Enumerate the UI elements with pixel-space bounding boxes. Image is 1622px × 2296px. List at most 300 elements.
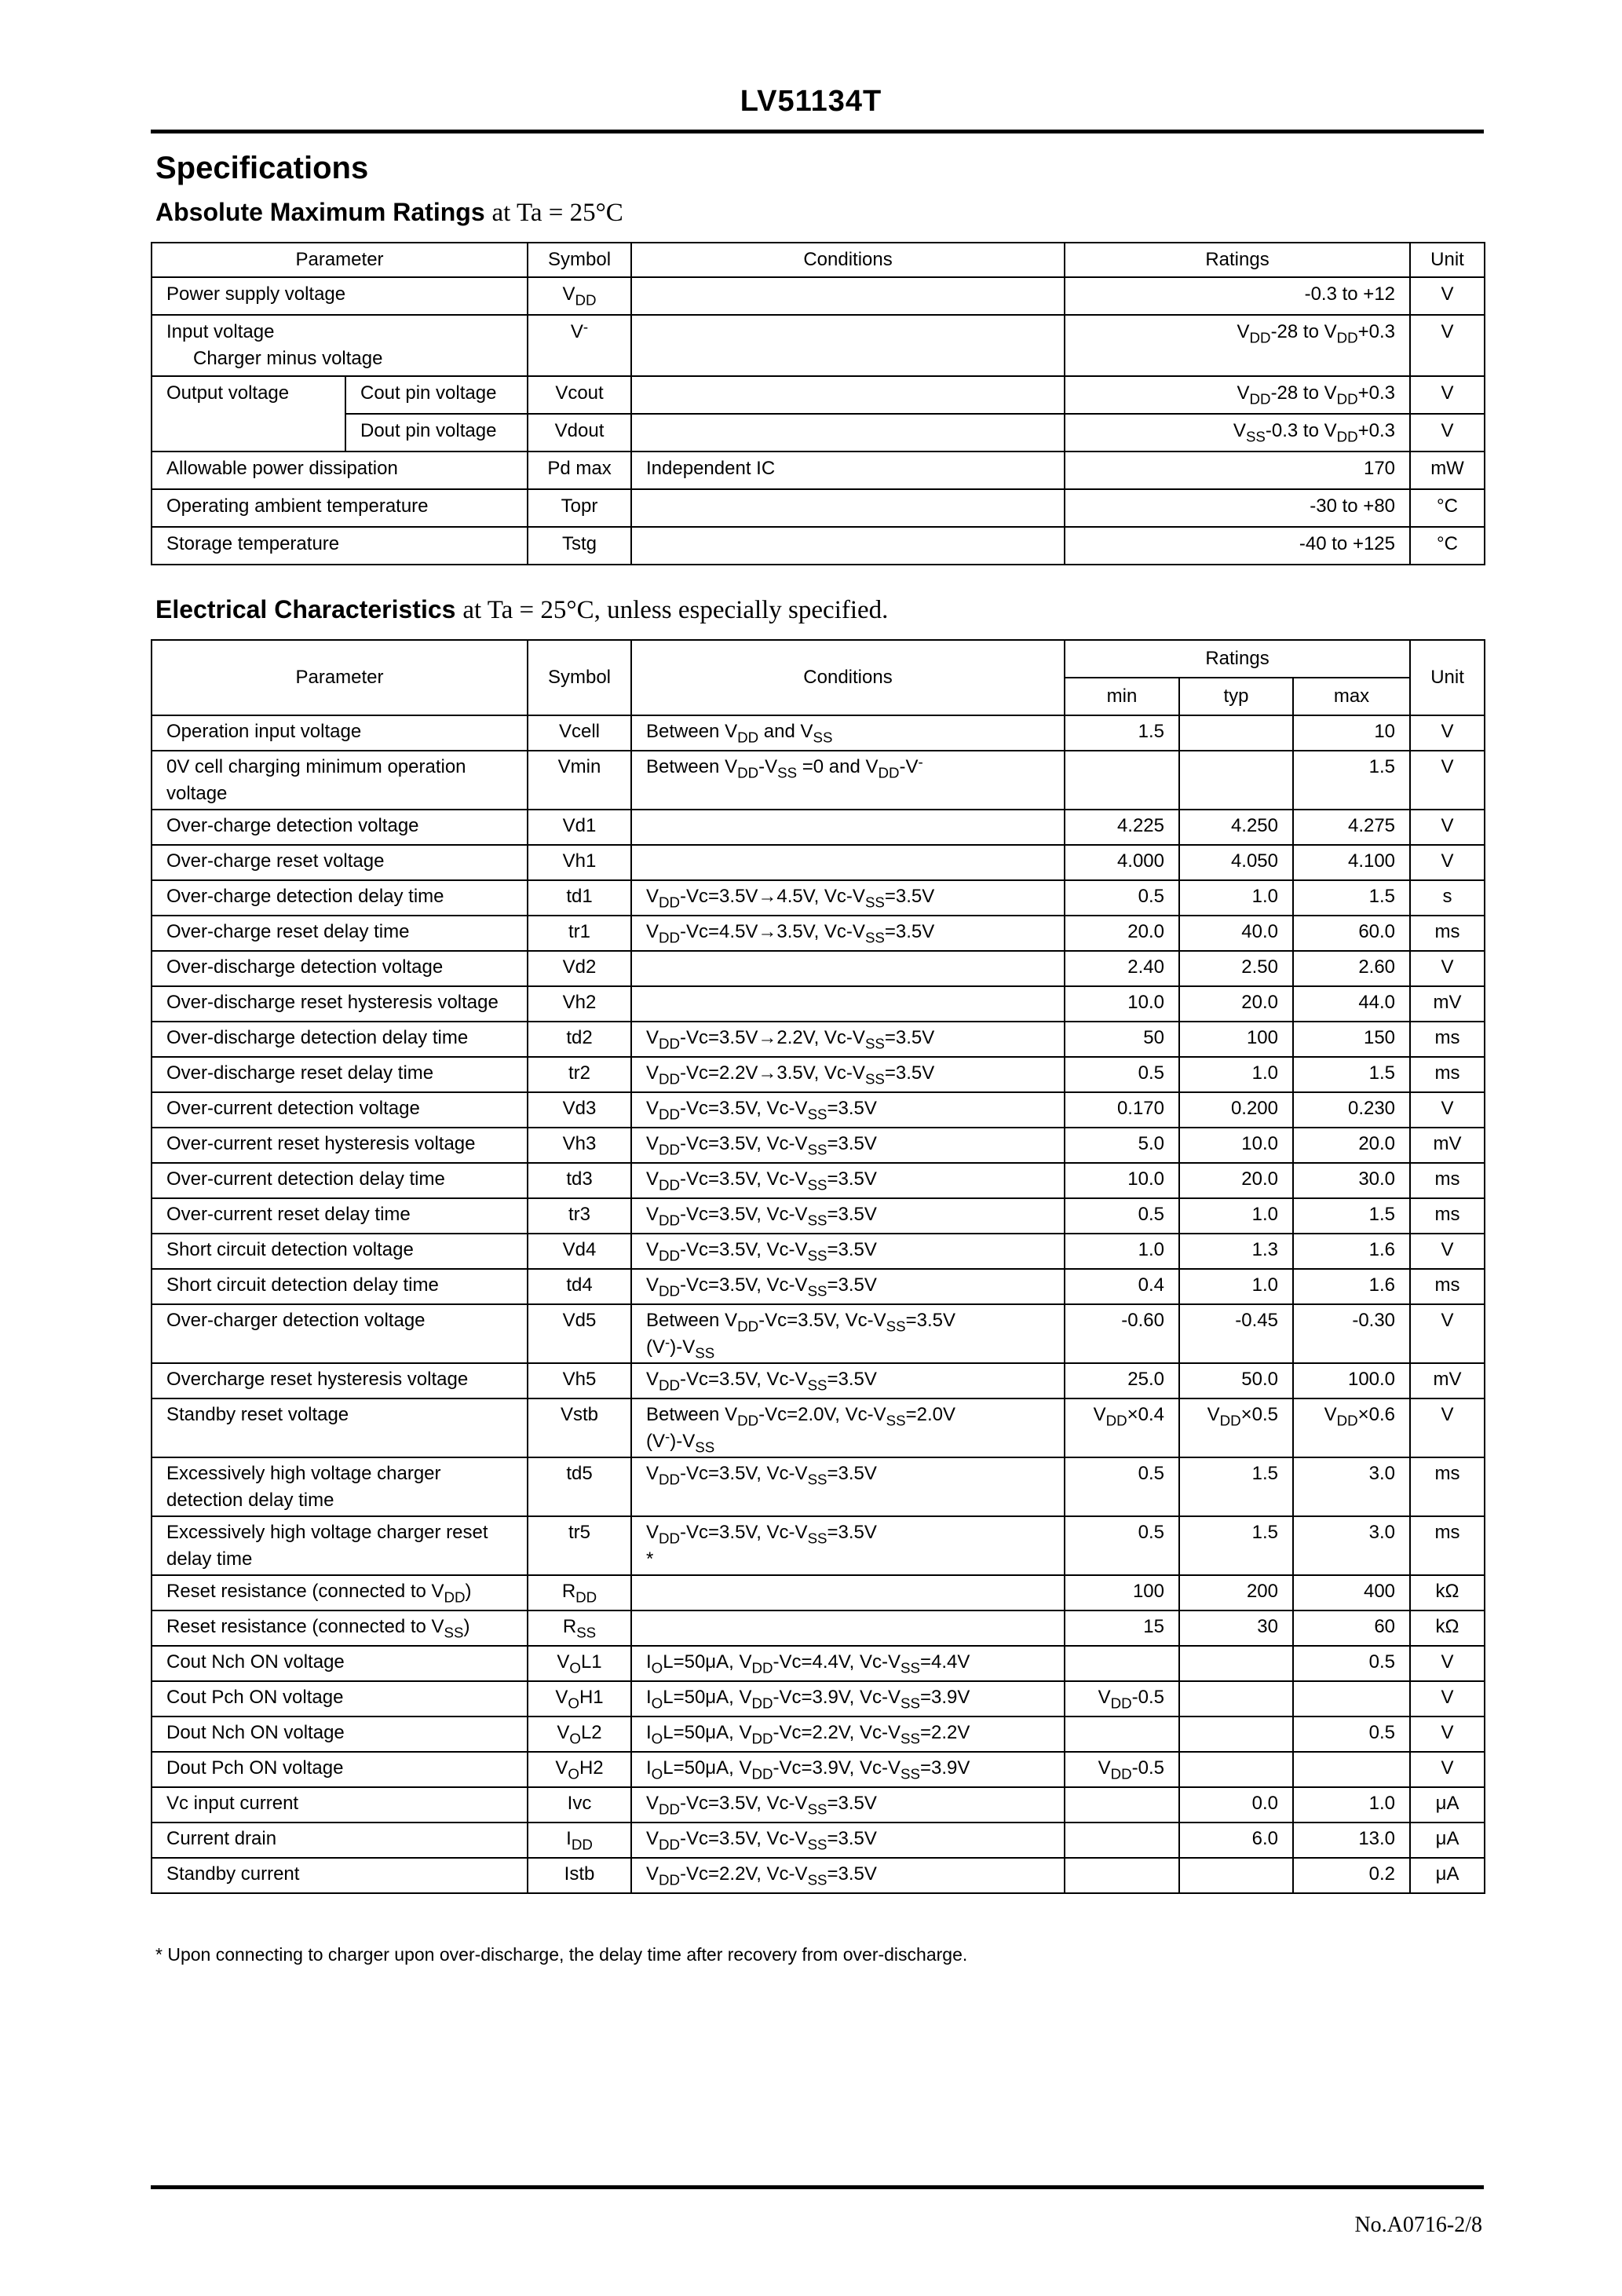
unit-cell: ms: [1410, 1057, 1485, 1092]
min-cell: 0.5: [1065, 1457, 1179, 1516]
conditions-cell: Between $V_{DD}-Vc=3.5V$, $Vc-V_{SS}=3.5V$ $(V^-)-V_{SS}$: [631, 1304, 1065, 1363]
min-cell: 4.000: [1065, 845, 1179, 880]
param-cell: Allowable power dissipation: [152, 452, 528, 489]
unit-cell: V: [1410, 277, 1485, 315]
conditions-cell: $I_OL=50\mu A$, $V_{DD}-Vc=2.2V$, $Vc-V_{SS}=2.2V$: [631, 1717, 1065, 1752]
unit-cell: ms: [1410, 1516, 1485, 1575]
elec-heading: [155, 595, 888, 625]
symbol-cell: $V_OH1$: [528, 1681, 631, 1717]
symbol-cell: Vd2: [528, 951, 631, 986]
param-cell: Power supply voltage: [152, 277, 528, 315]
typ-cell: 10.0: [1179, 1128, 1293, 1163]
unit-cell: mV: [1410, 986, 1485, 1022]
conditions-cell: [631, 810, 1065, 845]
unit-cell: ms: [1410, 1198, 1485, 1234]
min-cell: 0.5: [1065, 1057, 1179, 1092]
header-symbol: Symbol: [528, 640, 631, 715]
header-ratings: Ratings: [1065, 243, 1410, 277]
max-cell: 0.5: [1293, 1646, 1410, 1681]
symbol-cell: Vd3: [528, 1092, 631, 1128]
param-cell: Reset resistance (connected to $V_{SS}$): [152, 1610, 528, 1646]
electrical-characteristics-table: [151, 639, 1485, 1894]
unit-cell: V: [1410, 845, 1485, 880]
typ-cell: [1179, 715, 1293, 751]
param-cell: Excessively high voltage charger detection delay time: [152, 1457, 528, 1516]
table-row: [152, 845, 1485, 880]
unit-cell: V: [1410, 951, 1485, 986]
param-cell: Cout Pch ON voltage: [152, 1681, 528, 1717]
conditions-cell: [631, 376, 1065, 414]
table-header-row: [152, 640, 1485, 678]
symbol-cell: Ivc: [528, 1787, 631, 1823]
unit-cell: ms: [1410, 916, 1485, 951]
unit-cell: V: [1410, 1304, 1485, 1363]
unit-cell: V: [1410, 1752, 1485, 1787]
min-cell: 2.40: [1065, 951, 1179, 986]
symbol-cell: Vh1: [528, 845, 631, 880]
unit-cell: V: [1410, 1398, 1485, 1457]
rating-cell: $V_{DD}-28$ to $V_{DD}+0.3$: [1065, 315, 1410, 376]
conditions-cell: [631, 1610, 1065, 1646]
min-cell: [1065, 1787, 1179, 1823]
table-row: [152, 1128, 1485, 1163]
typ-cell: 0.200: [1179, 1092, 1293, 1128]
typ-cell: [1179, 751, 1293, 810]
elec-table-body: [152, 715, 1485, 1893]
conditions-cell: $V_{DD}-Vc=4.5V\to 3.5V$, $Vc-V_{SS}=3.5V$: [631, 916, 1065, 951]
table-row: [152, 1234, 1485, 1269]
rating-cell: $V_{DD}-28$ to $V_{DD}+0.3$: [1065, 376, 1410, 414]
conditions-cell: $V_{DD}-Vc=3.5V$, $Vc-V_{SS}=3.5V$: [631, 1198, 1065, 1234]
typ-cell: [1179, 1681, 1293, 1717]
unit-cell: ms: [1410, 1457, 1485, 1516]
typ-cell: 20.0: [1179, 986, 1293, 1022]
conditions-cell: $V_{DD}-Vc=3.5V\to 2.2V$, $Vc-V_{SS}=3.5V$: [631, 1022, 1065, 1057]
typ-cell: 4.250: [1179, 810, 1293, 845]
max-cell: [1293, 1752, 1410, 1787]
typ-cell: 1.0: [1179, 1057, 1293, 1092]
typ-cell: [1179, 1717, 1293, 1752]
unit-cell: mV: [1410, 1128, 1485, 1163]
header-max: max: [1293, 678, 1410, 715]
min-cell: 10.0: [1065, 1163, 1179, 1198]
unit-cell: °C: [1410, 527, 1485, 565]
table-row: [152, 1092, 1485, 1128]
typ-cell: 4.050: [1179, 845, 1293, 880]
max-cell: 150: [1293, 1022, 1410, 1057]
table-row: [152, 414, 1485, 452]
max-cell: 1.5: [1293, 1198, 1410, 1234]
symbol-cell: tr1: [528, 916, 631, 951]
header-conditions: Conditions: [631, 640, 1065, 715]
min-cell: 1.5: [1065, 715, 1179, 751]
typ-cell: 6.0: [1179, 1823, 1293, 1858]
max-cell: 1.5: [1293, 751, 1410, 810]
param-cell: Over-current reset delay time: [152, 1198, 528, 1234]
max-cell: 13.0: [1293, 1823, 1410, 1858]
param-cell: Short circuit detection delay time: [152, 1269, 528, 1304]
unit-cell: V: [1410, 810, 1485, 845]
symbol-cell: Pd max: [528, 452, 631, 489]
symbol-cell: Vd1: [528, 810, 631, 845]
conditions-cell: $I_OL=50\mu A$, $V_{DD}-Vc=3.9V$, $Vc-V_{SS}=3.9V$: [631, 1752, 1065, 1787]
unit-cell: V: [1410, 1646, 1485, 1681]
unit-cell: °C: [1410, 489, 1485, 527]
conditions-cell: $V_{DD}-Vc=2.2V\to 3.5V$, $Vc-V_{SS}=3.5V$: [631, 1057, 1065, 1092]
conditions-cell: [631, 277, 1065, 315]
conditions-cell: [631, 845, 1065, 880]
param-cell: Operation input voltage: [152, 715, 528, 751]
rating-cell: -0.3 to +12: [1065, 277, 1410, 315]
symbol-cell: td2: [528, 1022, 631, 1057]
max-cell: 3.0: [1293, 1516, 1410, 1575]
min-cell: 0.5: [1065, 1516, 1179, 1575]
param-cell: Reset resistance (connected to $V_{DD}$): [152, 1575, 528, 1610]
symbol-cell: Vd5: [528, 1304, 631, 1363]
symbol-cell: td5: [528, 1457, 631, 1516]
symbol-cell: Vstb: [528, 1398, 631, 1457]
abs-max-heading: [155, 198, 623, 228]
param-cell: Over-discharge reset hysteresis voltage: [152, 986, 528, 1022]
max-cell: 4.100: [1293, 845, 1410, 880]
max-cell: 100.0: [1293, 1363, 1410, 1398]
max-cell: 3.0: [1293, 1457, 1410, 1516]
table-row: [152, 1516, 1485, 1575]
max-cell: [1293, 1681, 1410, 1717]
table-row: [152, 1022, 1485, 1057]
table-row: [152, 1198, 1485, 1234]
param-cell: Vc input current: [152, 1787, 528, 1823]
sub-param-cell: Dout pin voltage: [345, 414, 528, 452]
min-cell: 1.0: [1065, 1234, 1179, 1269]
min-cell: $V_{DD}-0.5$: [1065, 1752, 1179, 1787]
elec-heading-condition: at Ta = 25°C, unless especially specified.: [462, 596, 889, 624]
unit-cell: V: [1410, 376, 1485, 414]
table-row: [152, 1163, 1485, 1198]
unit-cell: μA: [1410, 1823, 1485, 1858]
unit-cell: s: [1410, 880, 1485, 916]
max-cell: $V_{DD}\times 0.6$: [1293, 1398, 1410, 1457]
max-cell: 60: [1293, 1610, 1410, 1646]
typ-cell: [1179, 1646, 1293, 1681]
param-cell: Standby reset voltage: [152, 1398, 528, 1457]
conditions-cell: Between $V_{DD}$ and $V_{SS}$: [631, 715, 1065, 751]
param-cell: Short circuit detection voltage: [152, 1234, 528, 1269]
conditions-cell: $V_{DD}-Vc=3.5V$, $Vc-V_{SS}=3.5V$: [631, 1363, 1065, 1398]
typ-cell: 1.0: [1179, 1198, 1293, 1234]
conditions-cell: $V_{DD}-Vc=3.5V$, $Vc-V_{SS}=3.5V$ *: [631, 1516, 1065, 1575]
param-cell: Cout Nch ON voltage: [152, 1646, 528, 1681]
conditions-cell: $V_{DD}-Vc=2.2V$, $Vc-V_{SS}=3.5V$: [631, 1858, 1065, 1893]
table-row: [152, 277, 1485, 315]
symbol-cell: Vcout: [528, 376, 631, 414]
conditions-cell: $V_{DD}-Vc=3.5V$, $Vc-V_{SS}=3.5V$: [631, 1787, 1065, 1823]
rating-cell: -40 to +125: [1065, 527, 1410, 565]
typ-cell: 1.0: [1179, 880, 1293, 916]
min-cell: 5.0: [1065, 1128, 1179, 1163]
symbol-cell: V-: [528, 315, 631, 376]
param-cell: Excessively high voltage charger reset delay time: [152, 1516, 528, 1575]
abs-max-heading-condition: at Ta = 25°C: [491, 199, 623, 227]
conditions-cell: $V_{DD}-Vc=3.5V$, $Vc-V_{SS}=3.5V$: [631, 1823, 1065, 1858]
unit-cell: ms: [1410, 1269, 1485, 1304]
rating-cell: -30 to +80: [1065, 489, 1410, 527]
symbol-cell: Vh3: [528, 1128, 631, 1163]
min-cell: 0.5: [1065, 880, 1179, 916]
param-cell: Over-current detection delay time: [152, 1163, 528, 1198]
param-cell: Over-charger detection voltage: [152, 1304, 528, 1363]
typ-cell: -0.45: [1179, 1304, 1293, 1363]
conditions-cell: [631, 315, 1065, 376]
footer-rule: [151, 2185, 1484, 2189]
header-parameter: Parameter: [152, 640, 528, 715]
min-cell: 10.0: [1065, 986, 1179, 1022]
param-cell: Output voltage: [152, 376, 345, 452]
table-row: [152, 986, 1485, 1022]
conditions-cell: [631, 1575, 1065, 1610]
header-symbol: Symbol: [528, 243, 631, 277]
conditions-cell: [631, 527, 1065, 565]
max-cell: 20.0: [1293, 1128, 1410, 1163]
header-ratings: Ratings: [1065, 640, 1410, 678]
symbol-cell: Vcell: [528, 715, 631, 751]
header-conditions: Conditions: [631, 243, 1065, 277]
max-cell: 4.275: [1293, 810, 1410, 845]
unit-cell: ms: [1410, 1022, 1485, 1057]
unit-cell: kΩ: [1410, 1610, 1485, 1646]
param-cell: Over-charge detection voltage: [152, 810, 528, 845]
rating-cell: $V_{SS}-0.3$ to $V_{DD}+0.3$: [1065, 414, 1410, 452]
table-row: [152, 376, 1485, 414]
symbol-cell: tr3: [528, 1198, 631, 1234]
unit-cell: V: [1410, 715, 1485, 751]
param-cell: Over-charge detection delay time: [152, 880, 528, 916]
table-header-row: [152, 243, 1485, 277]
min-cell: [1065, 1858, 1179, 1893]
conditions-cell: [631, 951, 1065, 986]
header-rule: [151, 130, 1484, 133]
unit-cell: ms: [1410, 1163, 1485, 1198]
symbol-cell: tr5: [528, 1516, 631, 1575]
table-row: [152, 1717, 1485, 1752]
symbol-cell: Tstg: [528, 527, 631, 565]
typ-cell: 100: [1179, 1022, 1293, 1057]
min-cell: 50: [1065, 1022, 1179, 1057]
unit-cell: μA: [1410, 1858, 1485, 1893]
symbol-cell: Vh2: [528, 986, 631, 1022]
table-row: [152, 951, 1485, 986]
max-cell: 1.0: [1293, 1787, 1410, 1823]
unit-cell: V: [1410, 315, 1485, 376]
typ-cell: 40.0: [1179, 916, 1293, 951]
conditions-cell: Independent IC: [631, 452, 1065, 489]
conditions-cell: Between $V_{DD}-V_{SS} =0$ and $V_{DD}-V^-$: [631, 751, 1065, 810]
table-row: [152, 1858, 1485, 1893]
max-cell: 1.5: [1293, 880, 1410, 916]
param-cell: Operating ambient temperature: [152, 489, 528, 527]
param-cell: Standby current: [152, 1858, 528, 1893]
param-cell: Over-current detection voltage: [152, 1092, 528, 1128]
symbol-cell: Vh5: [528, 1363, 631, 1398]
min-cell: -0.60: [1065, 1304, 1179, 1363]
symbol-cell: $R_{DD}$: [528, 1575, 631, 1610]
header-unit: Unit: [1410, 243, 1485, 277]
table-row: [152, 1269, 1485, 1304]
conditions-cell: $V_{DD}-Vc=3.5V$, $Vc-V_{SS}=3.5V$: [631, 1457, 1065, 1516]
table-row: [152, 452, 1485, 489]
symbol-cell: td3: [528, 1163, 631, 1198]
table-row: [152, 880, 1485, 916]
header-min: min: [1065, 678, 1179, 715]
param-cell: Over-discharge detection delay time: [152, 1022, 528, 1057]
table-row: [152, 1575, 1485, 1610]
table-row: [152, 1398, 1485, 1457]
table-row: [152, 810, 1485, 845]
conditions-cell: $V_{DD}-Vc=3.5V$, $Vc-V_{SS}=3.5V$: [631, 1092, 1065, 1128]
max-cell: 1.6: [1293, 1269, 1410, 1304]
document-title: LV51134T: [740, 85, 882, 118]
page-number: No.A0716-2/8: [1354, 2213, 1482, 2237]
table-row: [152, 1646, 1485, 1681]
abs-max-heading-title: Absolute Maximum Ratings: [155, 198, 485, 226]
conditions-cell: [631, 414, 1065, 452]
param-cell: Over-discharge reset delay time: [152, 1057, 528, 1092]
max-cell: 1.5: [1293, 1057, 1410, 1092]
max-cell: 30.0: [1293, 1163, 1410, 1198]
unit-cell: mV: [1410, 1363, 1485, 1398]
table-row: [152, 1057, 1485, 1092]
header-typ: typ: [1179, 678, 1293, 715]
param-cell: Current drain: [152, 1823, 528, 1858]
unit-cell: V: [1410, 1234, 1485, 1269]
symbol-cell: Topr: [528, 489, 631, 527]
symbol-cell: $V_OL2$: [528, 1717, 631, 1752]
min-cell: 0.5: [1065, 1198, 1179, 1234]
min-cell: 0.170: [1065, 1092, 1179, 1128]
typ-cell: 1.5: [1179, 1516, 1293, 1575]
min-cell: $V_{DD}-0.5$: [1065, 1681, 1179, 1717]
typ-cell: 200: [1179, 1575, 1293, 1610]
unit-cell: V: [1410, 1717, 1485, 1752]
param-cell: Dout Nch ON voltage: [152, 1717, 528, 1752]
typ-cell: 1.3: [1179, 1234, 1293, 1269]
unit-cell: V: [1410, 1681, 1485, 1717]
param-cell: Storage temperature: [152, 527, 528, 565]
max-cell: 10: [1293, 715, 1410, 751]
sub-param-cell: Cout pin voltage: [345, 376, 528, 414]
header-unit: Unit: [1410, 640, 1485, 715]
table-row: [152, 315, 1485, 376]
typ-cell: 50.0: [1179, 1363, 1293, 1398]
min-cell: [1065, 1823, 1179, 1858]
symbol-cell: td4: [528, 1269, 631, 1304]
typ-cell: [1179, 1752, 1293, 1787]
max-cell: 0.5: [1293, 1717, 1410, 1752]
absolute-maximum-ratings-table: [151, 242, 1485, 565]
symbol-cell: $R_{SS}$: [528, 1610, 631, 1646]
table-row: [152, 1787, 1485, 1823]
param-cell: 0V cell charging minimum operation voltage: [152, 751, 528, 810]
table-row: [152, 916, 1485, 951]
conditions-cell: [631, 986, 1065, 1022]
typ-cell: 0.0: [1179, 1787, 1293, 1823]
table-row: [152, 1304, 1485, 1363]
conditions-cell: Between $V_{DD}-Vc=2.0V$, $Vc-V_{SS}=2.0V$ $(V^-)-V_{SS}$: [631, 1398, 1065, 1457]
param-cell: Over-charge reset voltage: [152, 845, 528, 880]
table-row: [152, 751, 1485, 810]
param-cell: Over-discharge detection voltage: [152, 951, 528, 986]
param-cell: Over-current reset hysteresis voltage: [152, 1128, 528, 1163]
table-row: [152, 489, 1485, 527]
max-cell: 400: [1293, 1575, 1410, 1610]
max-cell: 44.0: [1293, 986, 1410, 1022]
symbol-cell: Istb: [528, 1858, 631, 1893]
symbol-cell: Vmin: [528, 751, 631, 810]
conditions-cell: $V_{DD}-Vc=3.5V\to 4.5V$, $Vc-V_{SS}=3.5V$: [631, 880, 1065, 916]
conditions-cell: $V_{DD}-Vc=3.5V$, $Vc-V_{SS}=3.5V$: [631, 1269, 1065, 1304]
header-parameter: Parameter: [152, 243, 528, 277]
conditions-cell: $V_{DD}-Vc=3.5V$, $Vc-V_{SS}=3.5V$: [631, 1128, 1065, 1163]
param-cell: Input voltage Charger minus voltage: [152, 315, 528, 376]
conditions-cell: $I_OL=50\mu A$, $V_{DD}-Vc=4.4V$, $Vc-V_{SS}=4.4V$: [631, 1646, 1065, 1681]
conditions-cell: $I_OL=50\mu A$, $V_{DD}-Vc=3.9V$, $Vc-V_{SS}=3.9V$: [631, 1681, 1065, 1717]
param-cell: Over-charge reset delay time: [152, 916, 528, 951]
symbol-cell: Vdout: [528, 414, 631, 452]
unit-cell: V: [1410, 1092, 1485, 1128]
min-cell: 100: [1065, 1575, 1179, 1610]
rating-cell: 170: [1065, 452, 1410, 489]
footnote: * Upon connecting to charger upon over-discharge, the delay time after recovery from over-discharge.: [155, 1944, 968, 1965]
max-cell: -0.30: [1293, 1304, 1410, 1363]
max-cell: 2.60: [1293, 951, 1410, 986]
unit-cell: mW: [1410, 452, 1485, 489]
min-cell: 4.225: [1065, 810, 1179, 845]
min-cell: [1065, 751, 1179, 810]
conditions-cell: [631, 489, 1065, 527]
max-cell: 60.0: [1293, 916, 1410, 951]
symbol-cell: $V_{DD}$: [528, 277, 631, 315]
min-cell: [1065, 1646, 1179, 1681]
table-row: [152, 1610, 1485, 1646]
table-row: [152, 715, 1485, 751]
section-title: Specifications: [155, 151, 369, 185]
symbol-cell: td1: [528, 880, 631, 916]
table-row: [152, 1363, 1485, 1398]
symbol-cell: $V_OH2$: [528, 1752, 631, 1787]
table-row: [152, 527, 1485, 565]
param-cell: Overcharge reset hysteresis voltage: [152, 1363, 528, 1398]
unit-cell: V: [1410, 414, 1485, 452]
max-cell: 0.230: [1293, 1092, 1410, 1128]
table-row: [152, 1681, 1485, 1717]
typ-cell: 2.50: [1179, 951, 1293, 986]
typ-cell: $V_{DD}\times 0.5$: [1179, 1398, 1293, 1457]
unit-cell: kΩ: [1410, 1575, 1485, 1610]
conditions-cell: $V_{DD}-Vc=3.5V$, $Vc-V_{SS}=3.5V$: [631, 1234, 1065, 1269]
max-cell: 0.2: [1293, 1858, 1410, 1893]
symbol-cell: $I_{DD}$: [528, 1823, 631, 1858]
min-cell: [1065, 1717, 1179, 1752]
min-cell: 15: [1065, 1610, 1179, 1646]
param-cell: Dout Pch ON voltage: [152, 1752, 528, 1787]
min-cell: $V_{DD}\times 0.4$: [1065, 1398, 1179, 1457]
elec-heading-title: Electrical Characteristics: [155, 595, 456, 623]
min-cell: 25.0: [1065, 1363, 1179, 1398]
table-row: [152, 1457, 1485, 1516]
min-cell: 20.0: [1065, 916, 1179, 951]
table-row: [152, 1823, 1485, 1858]
max-cell: 1.6: [1293, 1234, 1410, 1269]
